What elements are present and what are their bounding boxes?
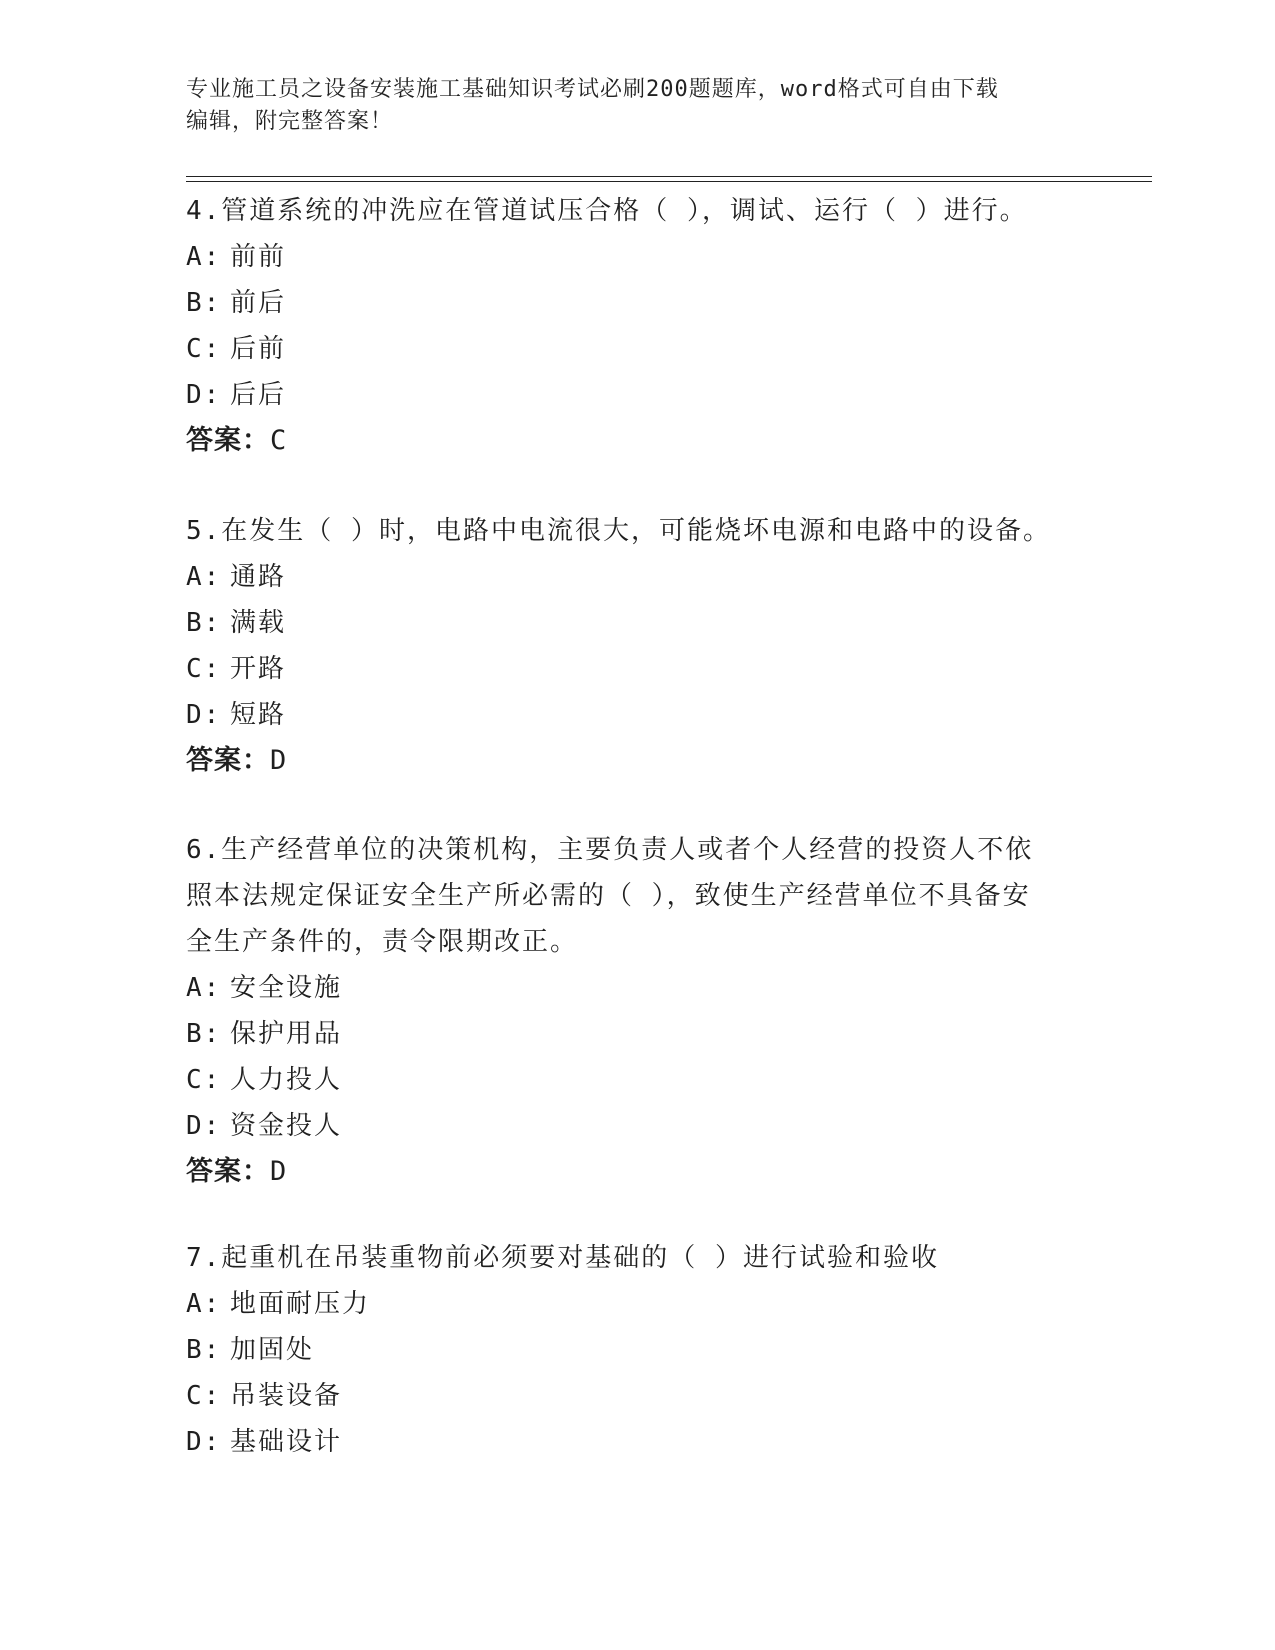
option-letter: A:: [186, 562, 222, 592]
answer-label: 答案：: [186, 745, 270, 776]
option-letter: B:: [186, 608, 222, 638]
option-text: 后前: [230, 334, 287, 364]
option-letter: C:: [186, 334, 222, 364]
option-text: 满载: [230, 608, 287, 638]
header-divider-top: [186, 176, 1152, 177]
answer-value: D: [270, 1156, 288, 1187]
answer-value: D: [270, 745, 288, 776]
option-letter: C:: [186, 654, 222, 684]
option-b: [186, 600, 1106, 646]
option-text: 前后: [230, 288, 287, 318]
option-c: [186, 1057, 1106, 1103]
option-text: 资金投人: [230, 1111, 343, 1141]
question-stem: 7.起重机在吊装重物前必须要对基础的（ ）进行试验和验收: [186, 1243, 939, 1273]
header-line-2: 编辑，附完整答案！: [186, 109, 394, 134]
option-text: 地面耐压力: [230, 1289, 371, 1319]
option-letter: D:: [186, 380, 222, 410]
question-stem-line-2: 照本法规定保证安全生产所必需的（ ），致使生产经营单位不具备安: [186, 881, 1031, 911]
option-b: [186, 280, 1106, 326]
option-letter: D:: [186, 700, 222, 730]
answer-value: C: [270, 425, 288, 456]
option-b: [186, 1327, 1106, 1373]
answer-label: 答案：: [186, 1156, 270, 1187]
answer-line: [186, 418, 1106, 464]
option-c: [186, 326, 1106, 372]
question-stem-line-1: 6.生产经营单位的决策机构，主要负责人或者个人经营的投资人不依: [186, 835, 1034, 865]
answer-label: 答案：: [186, 425, 270, 456]
question-stem: 5.在发生（ ）时，电路中电流很大，可能烧坏电源和电路中的设备。: [186, 516, 1051, 546]
document-header: [186, 74, 1086, 138]
option-text: 后后: [230, 380, 287, 410]
option-text: 前前: [230, 242, 287, 272]
option-letter: D:: [186, 1111, 222, 1141]
option-text: 通路: [230, 562, 287, 592]
option-text: 人力投人: [230, 1065, 343, 1095]
option-text: 安全设施: [230, 973, 343, 1003]
option-letter: B:: [186, 1335, 222, 1365]
question-7: [186, 1235, 1106, 1465]
option-letter: C:: [186, 1381, 222, 1411]
question-stem-line-3: 全生产条件的，责令限期改正。: [186, 927, 579, 957]
option-letter: D:: [186, 1427, 222, 1457]
question-stem: 4.管道系统的冲洗应在管道试压合格（ ），调试、运行（ ）进行。: [186, 196, 1028, 226]
option-text: 吊装设备: [230, 1381, 343, 1411]
option-d: [186, 1103, 1106, 1149]
option-a: [186, 554, 1106, 600]
answer-line: [186, 1149, 1106, 1195]
option-text: 保护用品: [230, 1019, 343, 1049]
option-letter: B:: [186, 1019, 222, 1049]
option-b: [186, 1011, 1106, 1057]
option-letter: A:: [186, 1289, 222, 1319]
option-d: [186, 1419, 1106, 1465]
option-a: [186, 234, 1106, 280]
option-a: [186, 1281, 1106, 1327]
option-letter: A:: [186, 242, 222, 272]
question-5: [186, 508, 1106, 784]
option-letter: C:: [186, 1065, 222, 1095]
option-text: 短路: [230, 700, 287, 730]
option-a: [186, 965, 1106, 1011]
answer-line: [186, 738, 1106, 784]
option-c: [186, 1373, 1106, 1419]
header-divider-bottom: [186, 181, 1152, 182]
option-text: 开路: [230, 654, 287, 684]
header-line-1: 专业施工员之设备安装施工基础知识考试必刷200题题库，word格式可自由下载: [186, 77, 999, 102]
option-letter: A:: [186, 973, 222, 1003]
option-d: [186, 372, 1106, 418]
option-d: [186, 692, 1106, 738]
question-6: [186, 827, 1106, 1195]
option-c: [186, 646, 1106, 692]
option-letter: B:: [186, 288, 222, 318]
option-text: 加固处: [230, 1335, 315, 1365]
option-text: 基础设计: [230, 1427, 343, 1457]
question-4: [186, 188, 1106, 464]
